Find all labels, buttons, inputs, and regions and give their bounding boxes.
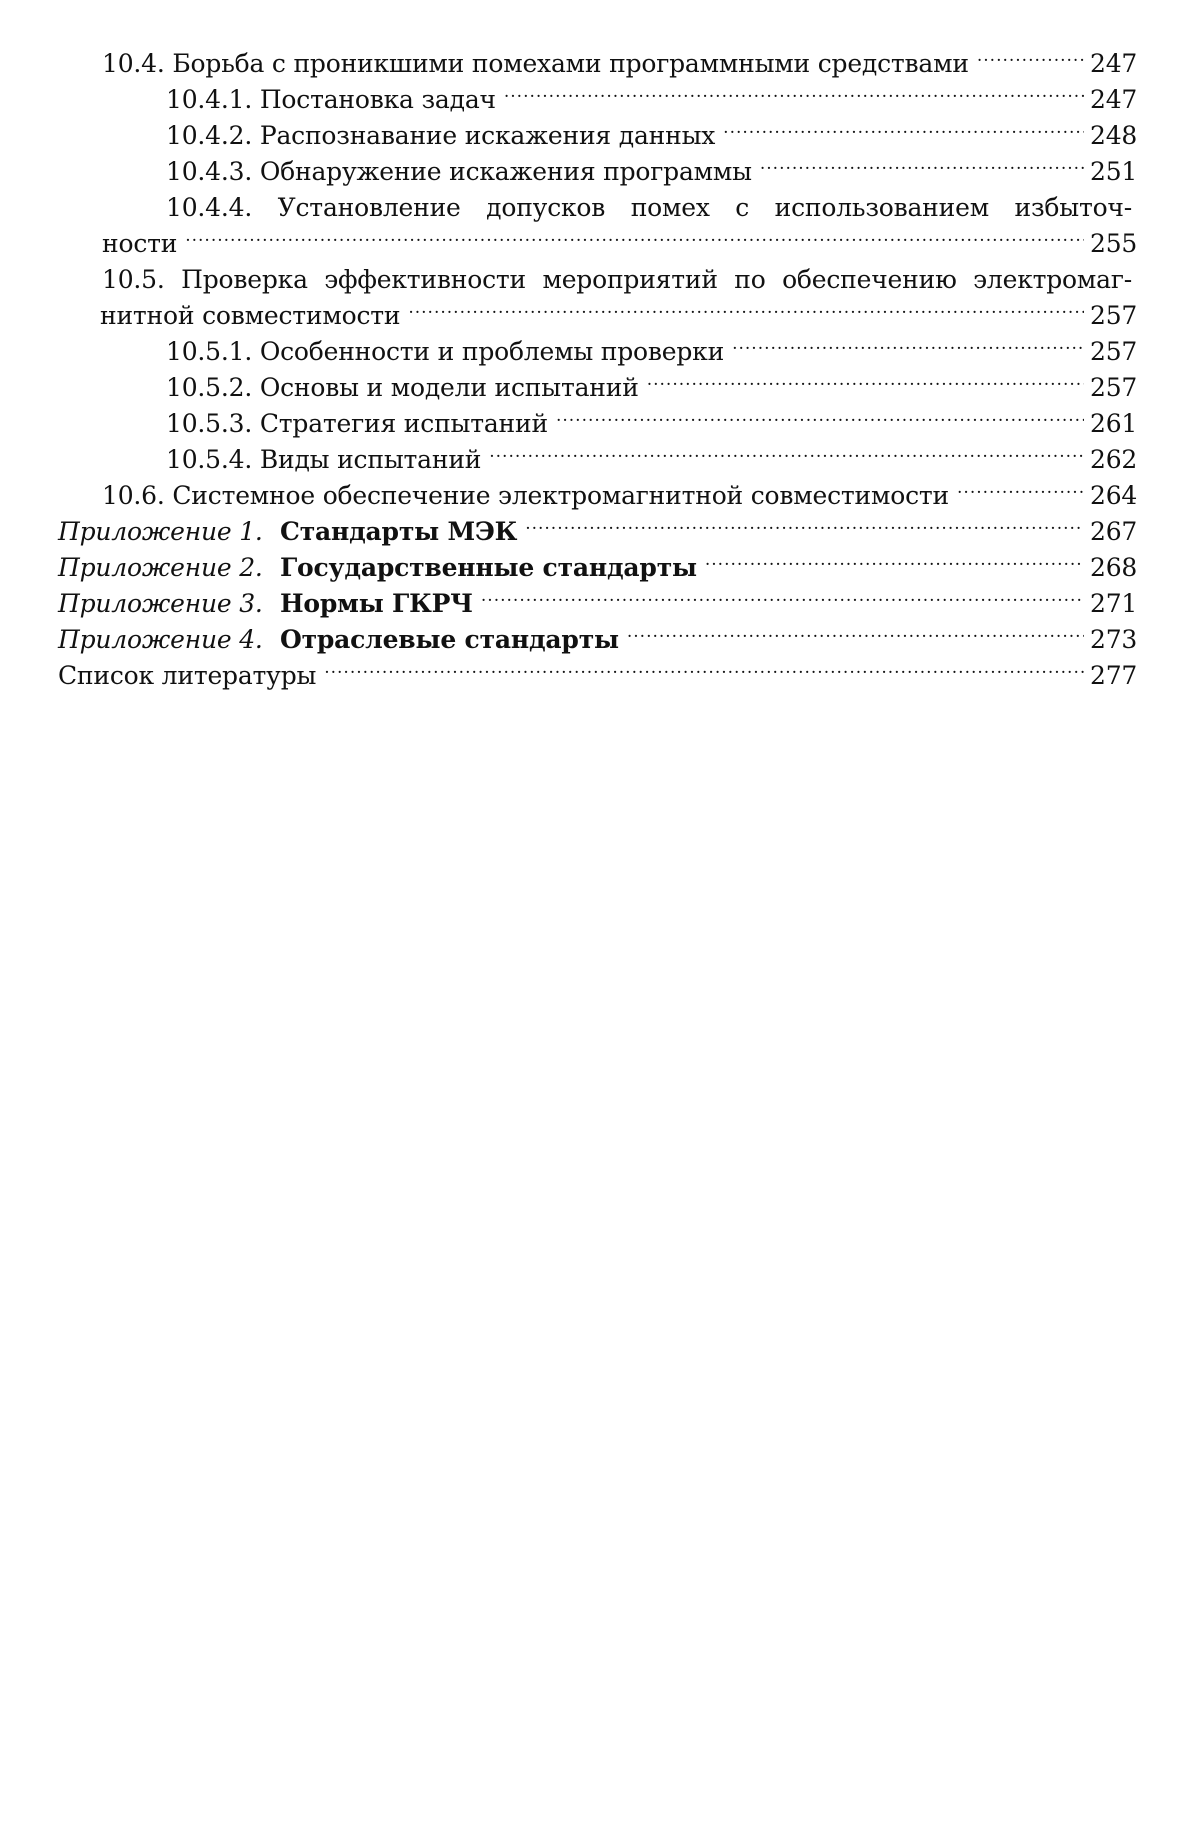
section-number: 10.4.1. [166,85,253,114]
toc-entry-10-4[interactable] [0,46,1200,82]
section-title-part-2: ности [102,229,178,258]
appendix-label: Приложение 4. [58,625,263,654]
section-number: 10.4.4. [166,193,253,222]
dot-leader [408,299,1084,324]
appendix-label: Приложение 2. [58,553,263,582]
dot-leader [705,551,1084,576]
bibliography-title: Список литературы [58,661,317,690]
page-number: 264 [1090,481,1138,510]
toc-entry-10-4-2[interactable] [0,118,1200,154]
section-number: 10.5.4. [166,445,253,474]
appendix-title: Стандарты МЭК [280,517,518,546]
section-number: 10.4.3. [166,157,253,186]
dot-leader [525,515,1084,540]
toc-entry-10-5-3[interactable] [0,406,1200,442]
section-title-part-1: Проверка эффективности мероприятий по обеспечению электромаг- [181,265,1133,294]
dot-leader [627,623,1084,648]
toc-entry-10-6[interactable] [0,478,1200,514]
section-number: 10.6. [102,481,165,510]
page-number: 257 [1090,337,1138,366]
appendix-label: Приложение 1. [58,517,263,546]
section-title: Особенности и проблемы проверки [259,337,725,366]
section-title: Системное обеспечение электромагнитной совместимости [172,481,950,510]
dot-leader [489,443,1084,468]
section-title-line-1 [166,190,1132,226]
toc-entry-10-5[interactable] [0,262,1200,334]
toc-entry-10-5-1[interactable] [0,334,1200,370]
section-number: 10.5.2. [166,373,253,402]
section-number: 10.5.1. [166,337,253,366]
section-title: Стратегия испытаний [259,409,548,438]
page-number: 267 [1090,517,1138,546]
section-title: Основы и модели испытаний [259,373,639,402]
dot-leader [504,83,1084,108]
page-number: 248 [1090,121,1138,150]
dot-leader [556,407,1084,432]
toc-appendix-4[interactable] [0,622,1200,658]
page-number: 247 [1090,85,1138,114]
page-number: 255 [1090,229,1138,258]
page-number: 247 [1090,49,1138,78]
page-number: 262 [1090,445,1138,474]
section-number: 10.5.3. [166,409,253,438]
appendix-label: Приложение 3. [58,589,263,618]
section-title: Обнаружение искажения программы [259,157,752,186]
appendix-title: Нормы ГКРЧ [280,589,473,618]
page-number: 251 [1090,157,1138,186]
toc-entry-10-4-1[interactable] [0,82,1200,118]
toc-entry-10-4-4[interactable] [0,190,1200,262]
dot-leader [324,659,1084,684]
dot-leader [481,587,1084,612]
toc-entry-10-5-4[interactable] [0,442,1200,478]
table-of-contents [0,46,1200,694]
toc-entry-10-5-2[interactable] [0,370,1200,406]
dot-leader [723,119,1084,144]
page-number: 273 [1090,625,1138,654]
toc-appendix-1[interactable] [0,514,1200,550]
dot-leader [760,155,1084,180]
section-number: 10.4.2. [166,121,253,150]
toc-bibliography[interactable] [0,658,1200,694]
section-title-part-1: Установление допусков помех с использованием избыточ- [277,193,1133,222]
dot-leader [185,227,1084,252]
page-number: 257 [1090,301,1138,330]
section-number: 10.4. [102,49,165,78]
page-number: 271 [1090,589,1138,618]
page-number: 268 [1090,553,1138,582]
appendix-title: Отраслевые стандарты [280,625,619,654]
section-title: Распознавание искажения данных [259,121,716,150]
section-title: Виды испытаний [259,445,482,474]
dot-leader [977,47,1084,72]
dot-leader [647,371,1084,396]
toc-appendix-2[interactable] [0,550,1200,586]
section-number: 10.5. [102,265,165,294]
toc-appendix-3[interactable] [0,586,1200,622]
section-title: Постановка задач [259,85,496,114]
section-title-part-2: нитной совместимости [100,301,401,330]
appendix-title: Государственные стандарты [280,553,697,582]
page-number: 277 [1090,661,1138,690]
page-number: 257 [1090,373,1138,402]
section-title-line-1 [102,262,1132,298]
dot-leader [732,335,1084,360]
page-number: 261 [1090,409,1138,438]
dot-leader [957,479,1084,504]
section-title: Борьба с проникшими помехами программными средствами [172,49,969,78]
toc-entry-10-4-3[interactable] [0,154,1200,190]
